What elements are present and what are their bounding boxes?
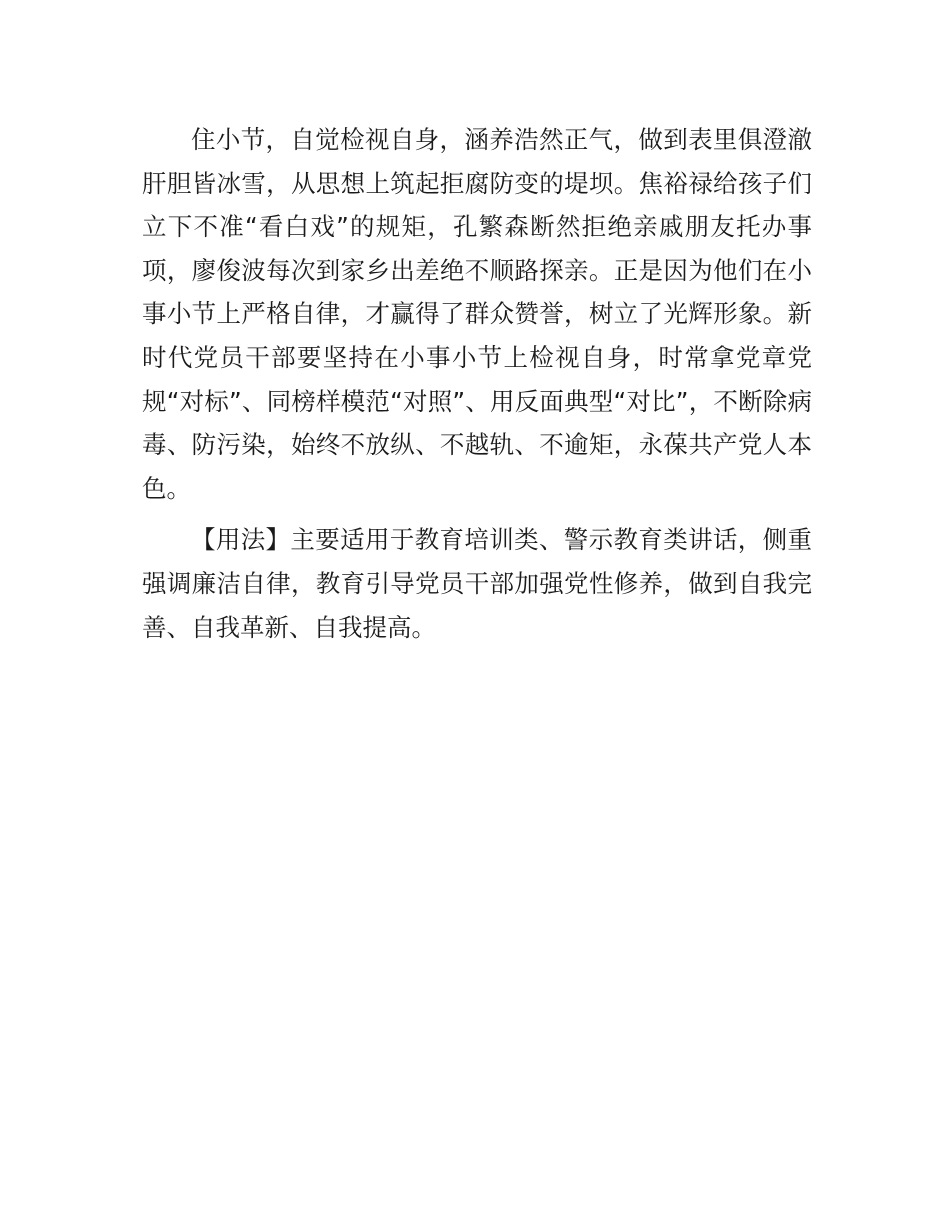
body-paragraph: 住小节，自觉检视自身，涵养浩然正气，做到表里俱澄澈肝胆皆冰雪，从思想上筑起拒腐防变的堤坝。焦裕禄给孩子们立下不准“看白戏”的规矩，孔繁森断然拒绝亲戚朋友托办事项，廖俊波每次到家乡出差绝不顺路探亲。正是因为他们在小事小节上严格自律，才赢得了群众赞誉，树立了光辉形象。新时代党员干部要坚持在小事小节上检视自身，时常拿党章党规“对标”、同榜样模范“对照”、用反面典型“对比”，不断除病毒、防污染，始终不放纵、不越轨、不逾矩，永葆共产党人本色。 xyxy=(142,125,812,503)
document-body xyxy=(142,118,812,649)
usage-paragraph: 【用法】主要适用于教育培训类、警示教育类讲话，侧重强调廉洁自律，教育引导党员干部加强党性修养，做到自我完善、自我革新、自我提高。 xyxy=(142,525,812,642)
